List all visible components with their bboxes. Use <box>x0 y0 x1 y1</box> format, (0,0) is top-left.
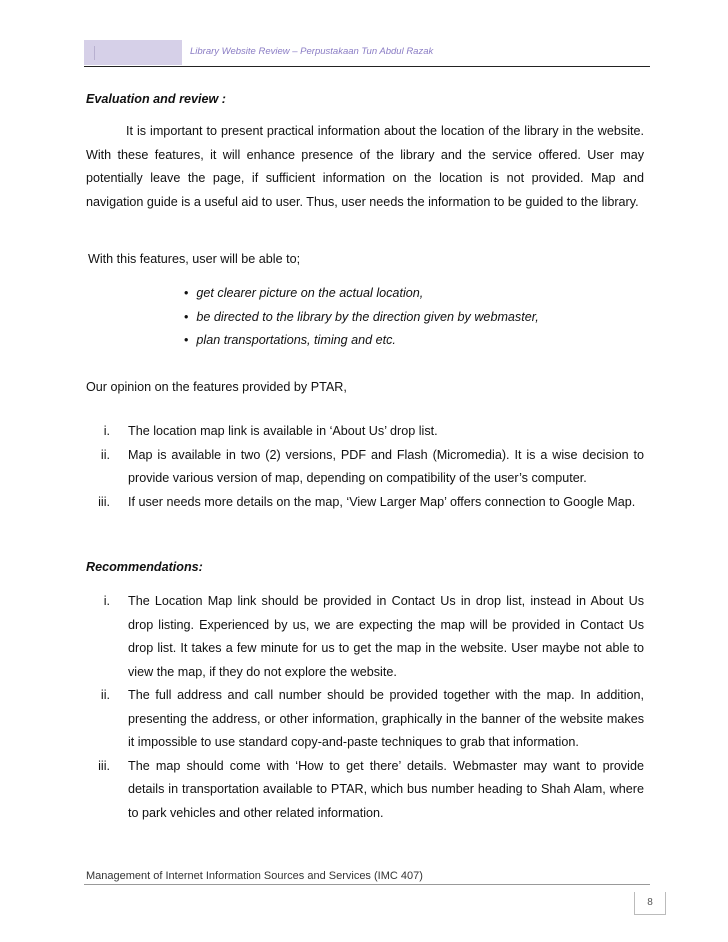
opinion-intro: Our opinion on the features provided by PTAR, <box>86 380 347 394</box>
opinion-list <box>86 420 644 514</box>
list-number: iii. <box>98 758 110 773</box>
header-rule <box>84 66 650 67</box>
bullet-item: • plan transportations, timing and etc. <box>184 333 396 347</box>
recommendation-list <box>86 590 644 825</box>
list-number: i. <box>103 594 110 608</box>
header-accent-band <box>84 40 182 65</box>
header-band-divider <box>94 46 95 60</box>
list-item: i. The location map link is available in ‘About Us’ drop list. <box>86 420 644 444</box>
list-item: ii. The full address and call number should be provided together with the map. In addition, presenting the address, or other information, graphically in the banner of the website makes it impossible to use standard copy-and-paste techniques to grab that information. <box>86 684 644 755</box>
list-number: ii. <box>100 688 110 702</box>
list-number: i. <box>103 424 110 438</box>
bullet-icon: • <box>184 333 189 347</box>
recommendations-heading: Recommendations: <box>86 560 203 574</box>
list-item: i. The Location Map link should be provided in Contact Us in drop list, instead in About Us drop listing. Experienced by us, we are expecting the map will be provided in Contact Us drop list. It takes a few minute for us to get the map in the website. User maybe not able to view the map, if they do not explore the website. <box>86 590 644 684</box>
list-number: ii. <box>100 447 110 462</box>
evaluation-heading: Evaluation and review : <box>86 92 226 106</box>
bullet-item: • be directed to the library by the direction given by webmaster, <box>184 309 539 324</box>
running-footer-text: Management of Internet Information Sources and Services (IMC 407) <box>86 870 423 882</box>
features-intro: With this features, user will be able to; <box>88 252 301 266</box>
footer-rule <box>84 884 650 885</box>
list-item: iii. If user needs more details on the map, ‘View Larger Map’ offers connection to Google Map. <box>86 491 644 515</box>
list-number: iii. <box>98 494 110 509</box>
evaluation-paragraph: It is important to present practical information about the location of the library in the website. With these features, it will enhance presence of the library and the service offered. User may potentially leave the page, if sufficient information on the location is not provided. Map and navigation guide is a useful aid to user. Thus, user needs the information to be guided to the library. <box>86 124 644 209</box>
page-number: 8 <box>634 892 666 915</box>
list-item: iii. The map should come with ‘How to get there’ details. Webmaster may want to provide details in transportation available to PTAR, which bus number heading to Shah Alam, where to park vehicles and other related information. <box>86 755 644 826</box>
feature-bullet-list <box>184 282 539 353</box>
list-item: ii. Map is available in two (2) versions, PDF and Flash (Micromedia). It is a wise decision to provide various version of map, depending on compatibility of the user’s computer. <box>86 444 644 491</box>
bullet-icon: • <box>184 309 189 324</box>
bullet-icon: • <box>184 286 189 300</box>
bullet-item: • get clearer picture on the actual location, <box>184 286 424 300</box>
running-header-title: Library Website Review – Perpustakaan Tun Abdul Razak <box>190 46 434 57</box>
